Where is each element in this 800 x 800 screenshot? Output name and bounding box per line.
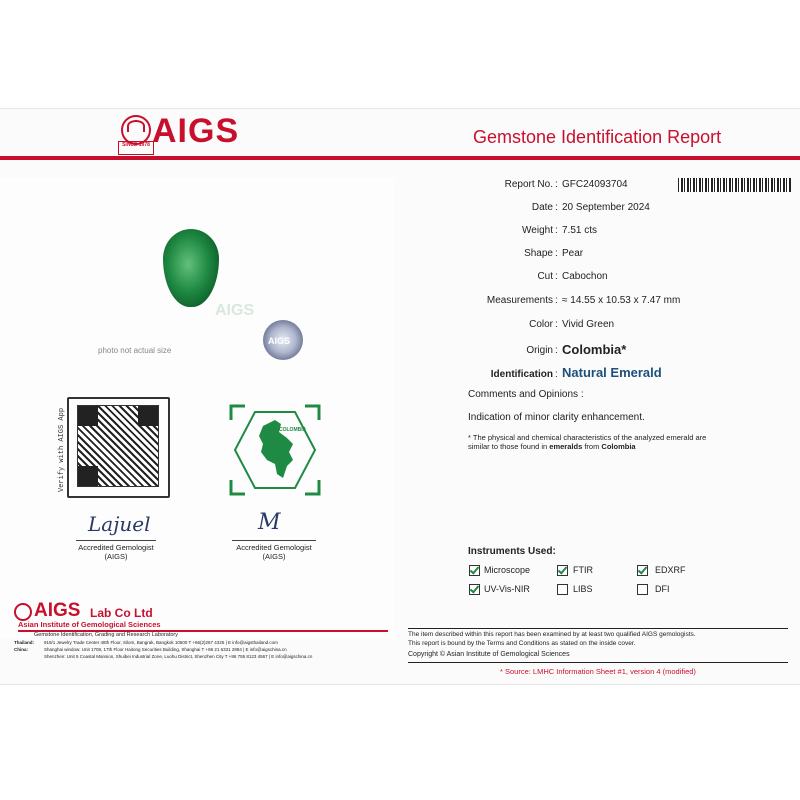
footer-china-2: Shenzhen: Unit 5 Coastal Mansion, Shuibei Industrial Zone, Luohu District, Shenzhen City T +86 755 8123 4567 | E info@aigschina.cn [44, 654, 313, 659]
photo-note: photo not actual size [98, 346, 172, 355]
cut-label: Cut [537, 271, 553, 282]
footer-china-label: China: [14, 647, 28, 652]
footer-thailand-label: Thailand: [14, 640, 34, 645]
instrument-ftir: FTIR [573, 565, 593, 575]
shape-label: Shape [524, 248, 553, 259]
footer-brand: AIGS [34, 600, 81, 621]
since-badge: SINCE 1978 [118, 141, 154, 155]
aigs-seal-arch [127, 120, 145, 132]
measurements-label: Measurements [486, 295, 553, 306]
copyright: Copyright © Asian Institute of Gemological Sciences [408, 651, 570, 658]
footer-thailand: 919/1 Jewelry Trade Center 48th Floor, Silom, Bangrak, Bangkok 10500 T +66(2)267 4325 | E info@aigsthailand.com [44, 640, 278, 645]
verify-app-text: Verify with AIGS App [58, 407, 66, 492]
comment-text: Indication of minor clarity enhancement. [468, 412, 645, 423]
weight-label: Weight [522, 225, 553, 236]
check-uv-vis-nir[interactable] [469, 584, 480, 595]
gemologist-2-title: Accredited Gemologist [236, 543, 312, 552]
map-label: COLOMBIA [279, 427, 307, 433]
identification-label: Identification [490, 369, 553, 380]
gemologist-1-title: Accredited Gemologist [78, 543, 154, 552]
check-edxrf[interactable] [637, 565, 648, 576]
instrument-microscope: Microscope [484, 565, 531, 575]
weight-value: 7.51 cts [562, 225, 598, 236]
color-label: Color [529, 319, 553, 330]
report-no-value: GFC24093704 [562, 179, 628, 190]
report-title: Gemstone Identification Report [473, 127, 722, 147]
hologram-text: AIGS [268, 336, 291, 346]
footer-seal-icon [14, 603, 32, 621]
footer-lab-name: Lab Co Ltd [90, 606, 153, 620]
footer-institute: Asian Institute of Gemological Sciences [18, 620, 161, 629]
origin-label: Origin [526, 345, 553, 356]
date-value: 20 September 2024 [562, 202, 650, 213]
check-microscope[interactable] [469, 565, 480, 576]
barcode [678, 178, 791, 192]
check-ftir[interactable] [557, 565, 568, 576]
date-label: Date [531, 202, 553, 213]
measurements-value: ≈ 14.55 x 10.53 x 7.47 mm [562, 295, 681, 306]
disclaimer-line1: The item described within this report has been examined by at least two qualified AIGS gemologists. [408, 631, 696, 638]
photo-watermark: AIGS [215, 302, 255, 319]
gemologist-2-org: (AIGS) [262, 552, 286, 561]
signature-1: Lajuel [88, 512, 151, 536]
aigs-logo: AIGS [152, 112, 240, 150]
comments-heading: Comments and Opinions : [468, 389, 584, 400]
check-libs[interactable] [557, 584, 568, 595]
identification-value: Natural Emerald [562, 365, 662, 380]
shape-value: Pear [562, 248, 584, 259]
instrument-dfi: DFI [655, 584, 670, 594]
source-note: * Source: LMHC Information Sheet #1, version 4 (modified) [500, 667, 696, 676]
origin-note-line2: similar to those found in emeralds from Colombia [468, 442, 636, 451]
footer-china-1: Shanghai window: Unit 1708, 17th Floor Haitong Securities Building, Shanghai T +86 21 6331 2884 | E info@aigschina.cn [44, 647, 287, 652]
colombia-map-icon [229, 404, 321, 496]
instrument-libs: LIBS [573, 584, 593, 594]
origin-note-line1: * The physical and chemical characteristics of the analyzed emerald are [468, 433, 707, 442]
qr-code[interactable] [77, 405, 159, 487]
color-value: Vivid Green [562, 319, 615, 330]
instruments-heading: Instruments Used: [468, 546, 556, 557]
gemologist-1-org: (AIGS) [104, 552, 128, 561]
instrument-edxrf: EDXRF [655, 565, 686, 575]
disclaimer-line2: This report is bound by the Terms and Conditions as stated on the inside cover. [408, 640, 636, 647]
check-dfi[interactable] [637, 584, 648, 595]
instrument-uv-vis-nir: UV-Vis-NIR [484, 584, 530, 594]
report-no-label: Report No. [504, 179, 553, 190]
signature-2: M [258, 510, 281, 535]
footer-services: Gemstone Identification, Grading and Research Laboratory [34, 632, 178, 638]
cut-value: Cabochon [562, 271, 608, 282]
header-red-rule [0, 156, 800, 160]
origin-value: Colombia* [562, 342, 627, 357]
